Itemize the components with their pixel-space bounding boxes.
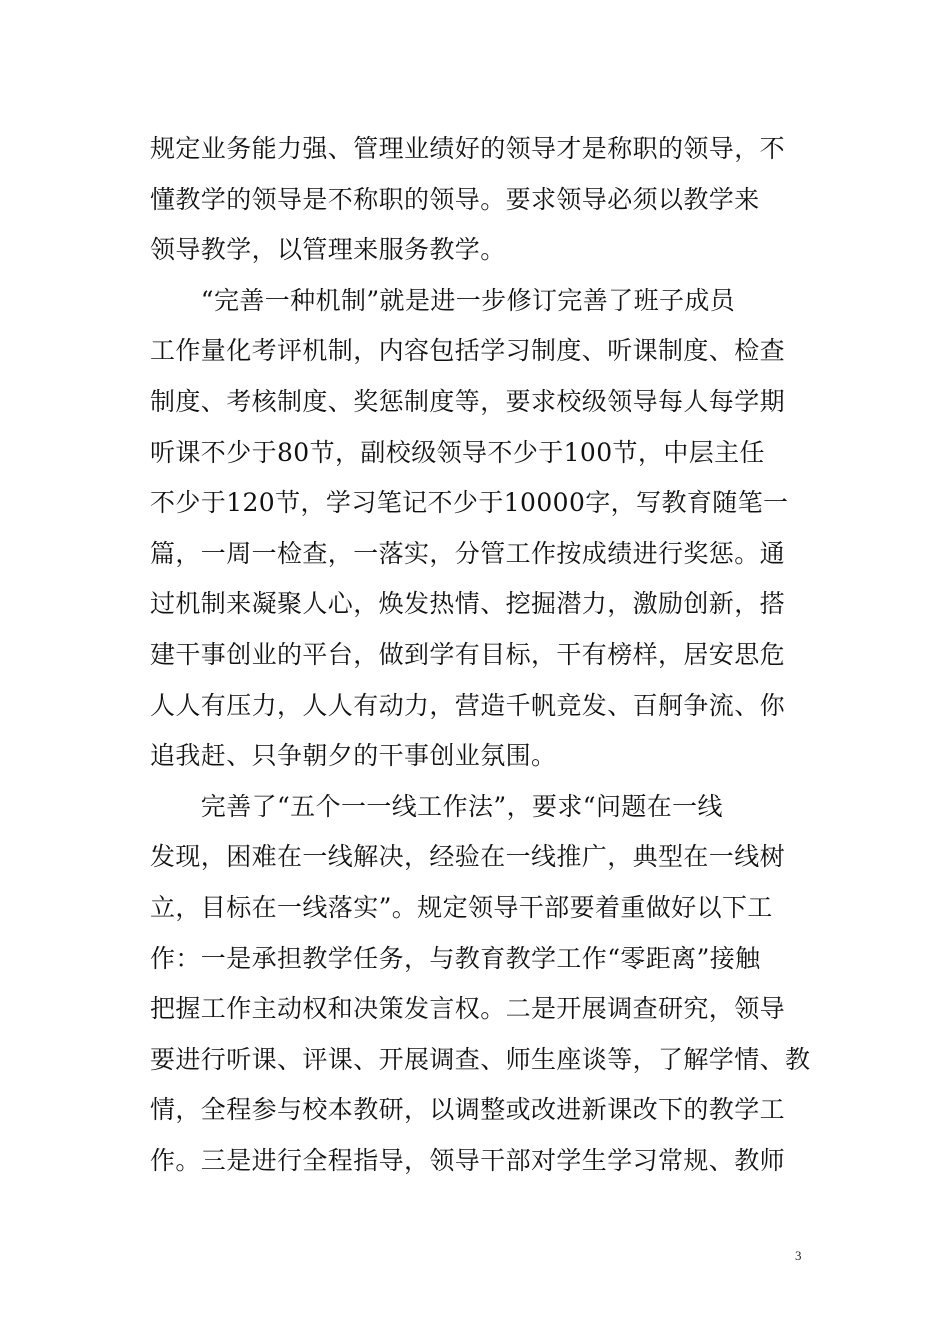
text-line: 制度、考核制度、奖惩制度等，要求校级领导每人每学期 bbox=[150, 386, 786, 416]
text-line: 懂教学的领导是不称职的领导。要求领导必须以教学来 bbox=[150, 184, 760, 214]
text-line: 篇，一周一检查，一落实，分管工作按成绩进行奖惩。通 bbox=[150, 538, 786, 568]
text-line: 情，全程参与校本教研，以调整或改进新课改下的教学工 bbox=[150, 1095, 786, 1125]
paragraph-3 bbox=[150, 782, 811, 1187]
text-line: 人人有压力，人人有动力，营造千帆竞发、百舸争流、你 bbox=[150, 690, 786, 720]
text-line: 工作量化考评机制，内容包括学习制度、听课制度、检查 bbox=[150, 336, 786, 366]
text-line: 立，目标在一线落实”。规定领导干部要着重做好以下工 bbox=[150, 892, 773, 922]
paragraph-1 bbox=[150, 124, 786, 276]
paragraph-2 bbox=[150, 276, 789, 782]
text-line: 领导教学，以管理来服务教学。 bbox=[150, 235, 506, 265]
text-line: 过机制来凝聚人心，焕发热情、挖掘潜力，激励创新，搭 bbox=[150, 589, 786, 619]
text-line: 作：一是承担教学任务，与教育教学工作“零距离”接触 bbox=[150, 943, 761, 973]
text-line: 发现，困难在一线解决，经验在一线推广，典型在一线树 bbox=[150, 842, 786, 872]
text-line: 听课不少于80节，副校级领导不少于100节，中层主任 bbox=[150, 437, 765, 467]
text-line: 规定业务能力强、管理业绩好的领导才是称职的领导，不 bbox=[150, 134, 786, 163]
text-line: 要进行听课、评课、开展调查、师生座谈等，了解学情、教 bbox=[150, 1044, 811, 1074]
text-line: 完善了“五个一一线工作法”，要求“问题在一线 bbox=[150, 791, 723, 821]
text-line: 追我赶、只争朝夕的干事创业氛围。 bbox=[150, 741, 557, 771]
text-line: 建干事创业的平台，做到学有目标，干有榜样，居安思危 bbox=[150, 639, 786, 669]
text-line: 作。三是进行全程指导，领导干部对学生学习常规、教师 bbox=[150, 1145, 786, 1175]
text-line: “完善一种机制”就是进一步修订完善了班子成员 bbox=[150, 285, 736, 315]
text-line: 把握工作主动权和决策发言权。二是开展调查研究，领导 bbox=[150, 994, 786, 1024]
page-number: 3 bbox=[795, 1248, 802, 1263]
body-text bbox=[150, 124, 811, 1186]
text-line: 不少于120节，学习笔记不少于10000字，写教育随笔一 bbox=[150, 488, 789, 518]
